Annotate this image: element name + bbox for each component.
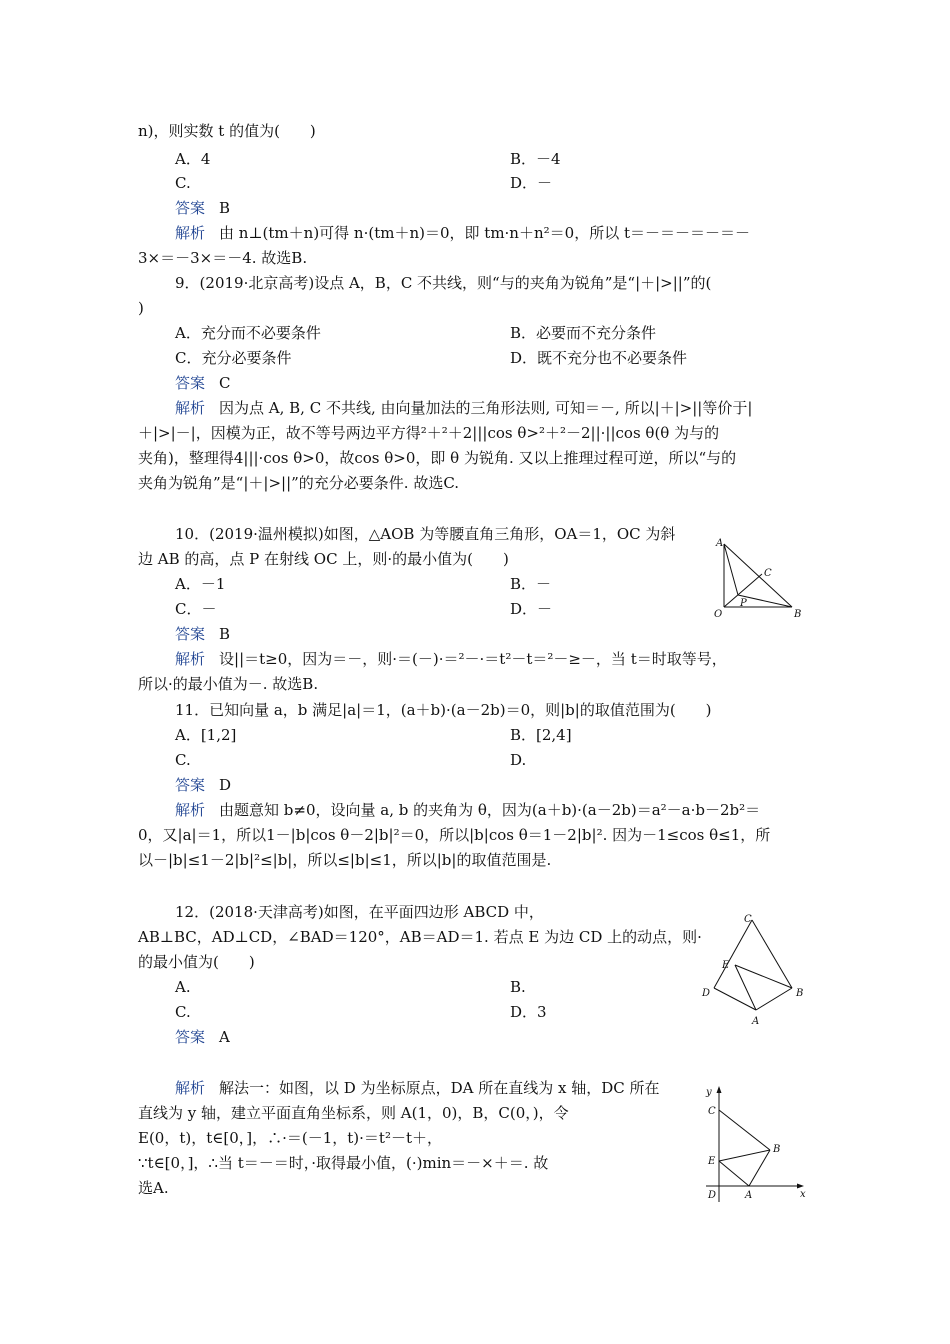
q10-option-d: D．－ (510, 600, 553, 618)
q9-option-c: C．充分必要条件 (175, 349, 292, 367)
q11-analysis-1 (175, 800, 760, 820)
q9-answer-line (175, 373, 231, 393)
q10-stem-1: 10．(2019·温州模拟)如图，△AOB 为等腰直角三角形，OA＝1，OC 为斜 (175, 525, 676, 543)
q11-answer-label: 答案 (175, 776, 206, 794)
q8-stem-tail: n)，则实数 t 的值为( ) (138, 122, 316, 140)
q11-option-c: C. (175, 751, 191, 769)
q10-triangle-figure (700, 532, 815, 622)
q12-fig1-label-b: B (796, 988, 804, 999)
q12-stem-2: AB⊥BC，AD⊥CD，∠BAD＝120°，AB＝AD＝1. 若点 E 为边 CD 上的动点，则· (138, 928, 702, 946)
q12-fig2-label-c: C (708, 1106, 716, 1117)
q11-analysis-text-1: 由题意知 b≠0，设向量 a, b 的夹角为 θ，因为(a＋b)·(a－2b)＝a²－a·b－2b²＝ (219, 801, 761, 819)
q11-analysis-3: 以－|b|≤1－2|b|²≤|b|，所以≤|b|≤1，所以|b|的取值范围是. (138, 851, 552, 869)
q9-stem-2: ) (138, 299, 144, 317)
q9-option-d: D．既不充分也不必要条件 (510, 349, 688, 367)
q12-answer: A (219, 1028, 230, 1046)
q10-answer-label: 答案 (175, 625, 206, 643)
q10-stem-2: 边 AB 的高，点 P 在射线 OC 上，则·的最小值为( ) (138, 550, 509, 568)
q12-analysis-label: 解析 (175, 1079, 206, 1097)
q12-answer-label: 答案 (175, 1028, 206, 1046)
q8-option-a: A．4 (175, 150, 211, 168)
q10-option-c: C．－ (175, 600, 217, 618)
q8-analysis-2: 3×＝－3×＝－4. 故选B. (138, 249, 308, 267)
q11-option-a: A．[1,2] (175, 726, 237, 744)
q12-analysis-3: E(0，t)，t∈[0，]，∴·＝(－1，t)·＝t²－t＋， (138, 1129, 442, 1147)
q9-option-a: A．充分而不必要条件 (175, 324, 321, 342)
q12-fig2-label-y: y (706, 1087, 712, 1098)
q10-option-b: B．－ (510, 575, 552, 593)
q11-answer-line (175, 775, 231, 795)
q12-quadrilateral-figure (700, 908, 815, 1028)
q11-option-b: B．[2,4] (510, 726, 572, 744)
q12-analysis-2: 直线为 y 轴，建立平面直角坐标系，则 A(1，0)，B，C(0，)，令 (138, 1104, 569, 1122)
q8-option-c: C. (175, 174, 191, 192)
q12-fig2-label-a: A (745, 1190, 753, 1201)
q11-analysis-label: 解析 (175, 801, 206, 819)
q9-option-b: B．必要而不充分条件 (510, 324, 657, 342)
q12-stem-1: 12．(2018·天津高考)如图，在平面四边形 ABCD 中， (175, 903, 544, 921)
q12-analysis-4: ∵t∈[0，]，∴当 t＝－＝时，·取得最小值，(·)min＝－×＋＝. 故 (138, 1154, 549, 1172)
q12-fig2-label-e: E (708, 1156, 716, 1167)
q12-fig2-label-x: x (800, 1189, 806, 1200)
q9-analysis-text-1: 因为点 A, B, C 不共线, 由向量加法的三角形法则, 可知＝－, 所以|＋|>||等价于| (219, 399, 753, 417)
q12-fig2-label-b: B (773, 1144, 781, 1155)
q12-option-b: B. (510, 978, 526, 996)
q10-analysis-1 (175, 649, 727, 669)
q12-analysis-text-1: 解法一：如图，以 D 为坐标原点，DA 所在直线为 x 轴，DC 所在 (219, 1079, 660, 1097)
q9-analysis-2: ＋|>|－|，因模为正，故不等号两边平方得²＋²＋2|||cos θ>²＋²－2||·||cos θ(θ 为与的 (138, 424, 720, 442)
q9-answer-label: 答案 (175, 374, 206, 392)
q12-fig1-label-d: D (702, 988, 711, 999)
q11-stem: 11．已知向量 a，b 满足|a|＝1，(a＋b)·(a－2b)＝0，则|b|的取值范围为( ) (175, 701, 712, 719)
q12-answer-line (175, 1027, 230, 1047)
q9-stem-1: 9．(2019·北京高考)设点 A，B，C 不共线，则“与的夹角为锐角”是“|＋|>||”的( (175, 274, 712, 292)
q8-analysis-label: 解析 (175, 224, 206, 242)
q10-answer-line (175, 624, 230, 644)
q11-answer: D (219, 776, 232, 794)
q11-option-d: D. (510, 751, 527, 769)
q8-analysis-text-1: 由 n⊥(tm＋n)可得 n·(tm＋n)＝0，即 tm·n＋n²＝0，所以 t＝－＝－＝－＝－ (219, 224, 750, 242)
q8-answer-line (175, 198, 230, 218)
q10-option-a: A．－1 (175, 575, 226, 593)
q10-answer: B (219, 625, 231, 643)
q8-answer: B (219, 199, 231, 217)
q10-analysis-label: 解析 (175, 650, 206, 668)
q9-answer: C (219, 374, 231, 392)
q9-analysis-4: 夹角为锐角”是“|＋|>||”的充分必要条件. 故选C. (138, 474, 460, 492)
q8-answer-label: 答案 (175, 199, 206, 217)
q12-fig2-label-d: D (708, 1190, 717, 1201)
q12-stem-3: 的最小值为( ) (138, 953, 255, 971)
q9-analysis-3: 夹角)，整理得4|||·cos θ>0，故cos θ>0，即 θ 为锐角. 又以上推理过程可逆，所以“与的 (138, 449, 737, 467)
q9-analysis-label: 解析 (175, 399, 206, 417)
q11-analysis-2: 0，又|a|＝1，所以1－|b|cos θ－2|b|²＝0，所以|b|cos θ＝1－2|b|². 因为－1≤cos θ≤1，所 (138, 826, 771, 844)
q10-analysis-text-1: 设||＝t≥0，因为＝－，则·＝(－)·＝²－·＝t²－t＝²－≥－，当 t＝时取等号， (219, 650, 727, 668)
q10-fig-label-p: P (740, 598, 747, 609)
q10-fig-label-c: C (764, 568, 772, 579)
q12-option-d: D．3 (510, 1003, 547, 1021)
q12-analysis-5: 选A. (138, 1179, 169, 1197)
q12-analysis-1 (175, 1078, 659, 1098)
q8-analysis-1 (175, 223, 750, 243)
q12-fig1-label-a: A (752, 1016, 760, 1027)
q10-analysis-2: 所以·的最小值为－. 故选B. (138, 675, 319, 693)
q8-option-d: D．－ (510, 174, 553, 192)
q8-option-b: B．－4 (510, 150, 561, 168)
q12-fig1-label-e: E (722, 960, 730, 971)
q12-coordinate-figure (700, 1082, 815, 1212)
q12-option-a: A. (175, 978, 191, 996)
q12-fig1-label-c: C (744, 914, 752, 925)
q10-fig-label-b: B (794, 609, 802, 620)
q10-fig-label-o: O (714, 609, 723, 620)
q12-option-c: C. (175, 1003, 191, 1021)
q10-fig-label-a: A (716, 538, 724, 549)
q9-analysis-1 (175, 398, 752, 418)
